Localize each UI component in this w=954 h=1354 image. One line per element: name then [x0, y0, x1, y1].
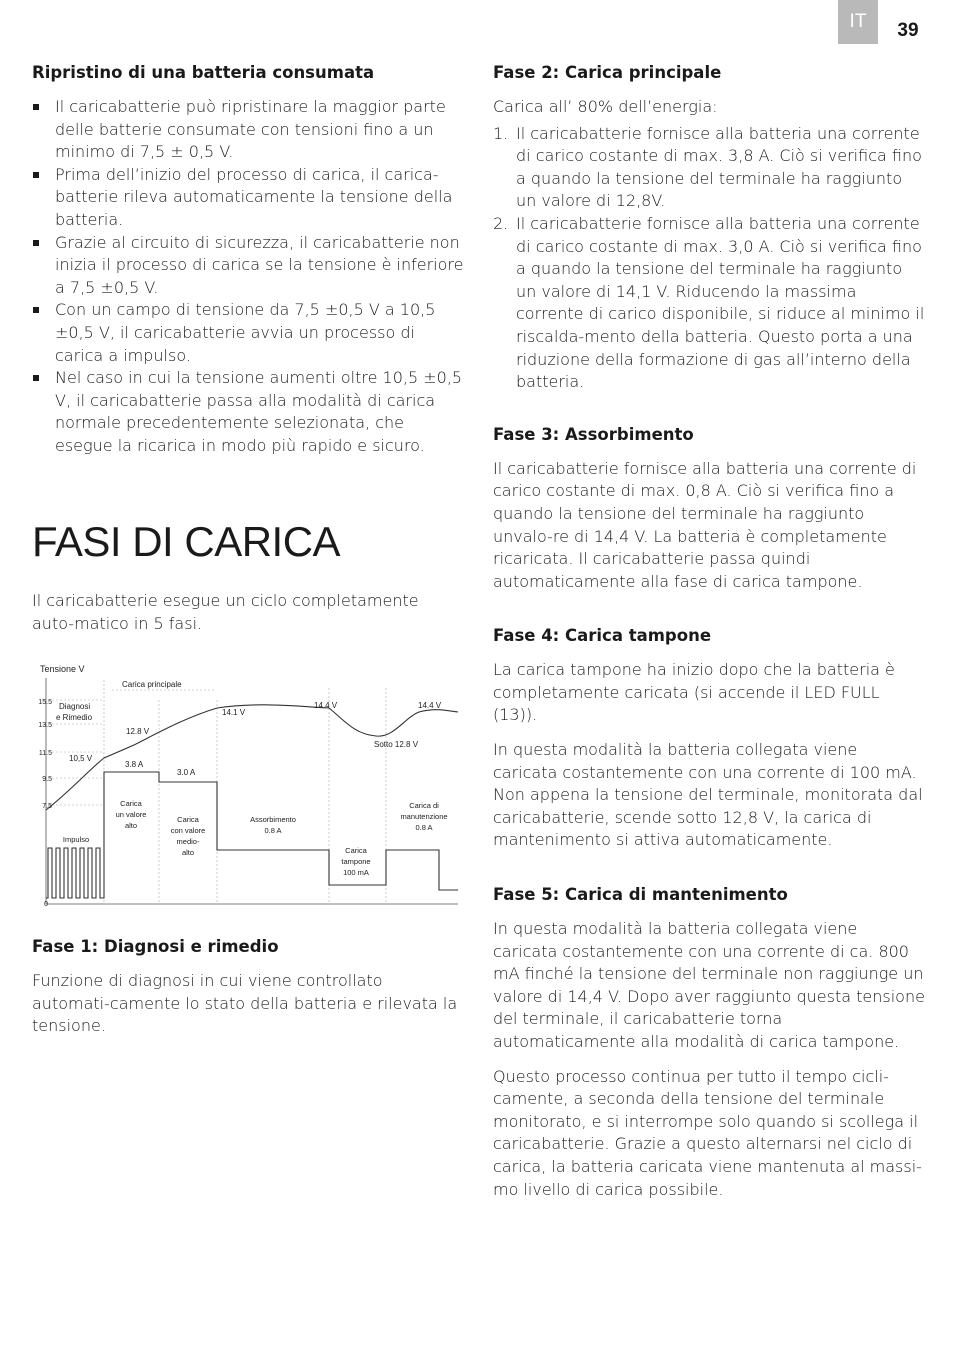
- phase-label: Carica di: [409, 801, 439, 810]
- phase-label: medio-: [176, 837, 200, 846]
- page-number: 39: [897, 20, 919, 41]
- list-item: Il caricabatterie può ripristinare la maggior parte delle batterie consumate con tensioni fino a un minimo di 7,5 ± 0,5 V.: [32, 96, 464, 164]
- current-curve: [46, 772, 458, 898]
- phase-label: Carica: [177, 815, 199, 824]
- step-text: Il caricabatterie fornisce alla batteria una corrente di carico costante di max. 3,0 A. Ciò si verifica fino a quando la tensione del terminale ha raggiunto un valore di 14,1 V. Riducendo la massima corrente di carico disponibile, si riduce al minimo il riscalda-mento della batteria. Questo porta a una riduzione della formazione di gas all’interno della batteria.: [516, 213, 925, 392]
- section-title-fase3: Fase 3: Assorbimento: [493, 424, 694, 444]
- phase-label: Impulso: [62, 835, 90, 844]
- phase-label: e Rimedio: [56, 713, 93, 722]
- section-title-ripristino: Ripristino di una batteria consumata: [32, 63, 375, 82]
- value-label: 14.4 V: [314, 701, 338, 710]
- phase-label: alto: [181, 848, 195, 857]
- y-tick: 11.5: [38, 750, 52, 757]
- right-column: [493, 62, 925, 1213]
- section-title-fase1: Fase 1: Diagnosi e rimedio: [32, 937, 279, 956]
- voltage-curve: [46, 705, 458, 810]
- phase-label: un valore: [115, 810, 147, 819]
- step-number: 2.: [493, 213, 509, 233]
- list-item: Grazie al circuito di sicurezza, il caricabatterie non inizia il processo di carica se la tensione è inferiore a 7,5 ±0,5 V.: [32, 232, 464, 300]
- list-item: Prima dell’inizio del processo di carica, il carica-batterie rileva automaticamente la tensione della batteria.: [32, 164, 464, 232]
- step-number: 1.: [493, 123, 509, 143]
- page-title: FASI DI CARICA: [32, 518, 341, 565]
- section-title-fase5: Fase 5: Carica di mantenimento: [493, 885, 788, 905]
- list-item: Nel caso in cui la tensione aumenti oltre 10,5 ±0,5 V, il caricabatterie passa alla modalità di carica normale precedentemente selezionata, che esegue la ricarica in modo più rapido e sicuro.: [32, 367, 464, 457]
- language-tag: [838, 0, 878, 44]
- phase-label: Diagnosi: [59, 702, 91, 711]
- list-item: [493, 213, 925, 394]
- charging-phases-diagram: [34, 660, 460, 910]
- fase1-text: Funzione di diagnosi in cui viene controllato automati-camente lo stato della batteria e rilevata la tensione.: [32, 971, 458, 1036]
- phase-label: tampone: [341, 857, 371, 866]
- value-label: 3.0 A: [177, 768, 196, 777]
- phase-label: 100 mA: [343, 868, 369, 877]
- phase-label: 0.8 A: [415, 823, 433, 832]
- phase-label: Assorbimento: [250, 815, 296, 824]
- value-label: 12.8 V: [126, 727, 150, 736]
- y-tick: 7.5: [42, 803, 52, 810]
- section-title-fase4: Fase 4: Carica tampone: [493, 626, 712, 646]
- phase-label: Carica principale: [122, 680, 182, 689]
- value-label: Sotto 12.8 V: [374, 740, 419, 749]
- step-text: Il caricabatterie fornisce alla batteria una corrente di carico costante di max. 3,8 A. Ciò si verifica fino a quando la tensione del terminale ha raggiunto un valore di 12,8V.: [516, 123, 922, 211]
- phase-label: Carica: [120, 799, 142, 808]
- y-tick: 0: [44, 901, 48, 908]
- list-item: [493, 123, 925, 213]
- left-column: [32, 62, 464, 458]
- y-axis-label: Tensione V: [40, 664, 85, 674]
- bullet-list: [32, 96, 464, 458]
- axes: [46, 678, 458, 904]
- section-title-fase2: Fase 2: Carica principale: [493, 63, 722, 82]
- phase-label: Carica: [345, 846, 367, 855]
- fase5-text: Questo processo continua per tutto il tempo cicli-camente, a seconda della tensione del terminale monitorato, e si interrompe solo quando si scollega il caricabatterie. Grazie a questo alternarsi nel ciclo di carica, la batteria caricata viene mantenuta al massi-mo livello di carica possibile.: [493, 1066, 922, 1199]
- fase2-steps: [493, 123, 925, 394]
- phase-label: con valore: [170, 826, 206, 835]
- fase4-text: La carica tampone ha inizio dopo che la batteria è completamente caricata (si accende il LED FULL (13)).: [493, 660, 895, 725]
- phase-label: alto: [124, 821, 138, 830]
- value-label: 14.4 V: [418, 701, 442, 710]
- phase-label: manutenzione: [400, 812, 448, 821]
- value-label: 3.8 A: [125, 760, 144, 769]
- fase5-text: In questa modalità la batteria collegata viene caricata costantemente con una corrente di ca. 800 mA finché la tensione del terminale non raggiunge un valore di 14,4 V. Dopo aver raggiunto questa tensione del terminale, il caricabatterie torna automaticamente alla modalità di carica tampone.: [493, 919, 925, 1051]
- fase4-text: Non appena la tensione del terminale, monitorata dal caricabatterie, scende sotto 12,8 V, la carica di mantenimento si attiva automaticamente.: [493, 785, 923, 850]
- y-tick: 9.5: [42, 776, 52, 783]
- fase4-text: In questa modalità la batteria collegata viene caricata costantemente con una corrente di 100 mA.: [493, 740, 917, 782]
- list-item: Con un campo di tensione da 7,5 ±0,5 V a 10,5 ±0,5 V, il caricabatterie avvia un processo di carica a impulso.: [32, 299, 464, 367]
- intro-text: Il caricabatterie esegue un ciclo completamente auto-matico in 5 fasi.: [32, 591, 419, 633]
- value-label: 14.1 V: [222, 708, 246, 717]
- phase-label: 0.8 A: [264, 826, 282, 835]
- fase1-section: [32, 936, 464, 1050]
- value-label: 10,5 V: [69, 754, 93, 763]
- y-tick: 13.5: [38, 722, 52, 729]
- y-tick: 15.5: [38, 699, 52, 706]
- language-label: IT: [849, 11, 867, 32]
- fase3-text: Il caricabatterie fornisce alla batteria una corrente di carico costante di max. 0,8 A. Ciò si verifica fino a quando la tensione del terminale ha raggiunto unvalo-re di 14,4 V. La batteria è completamente ricaricata. Il caricabatterie passa quindi automaticamente alla fase di carica tampone.: [493, 458, 917, 591]
- fase2-intro: Carica all’ 80% dell’energia:: [493, 97, 718, 116]
